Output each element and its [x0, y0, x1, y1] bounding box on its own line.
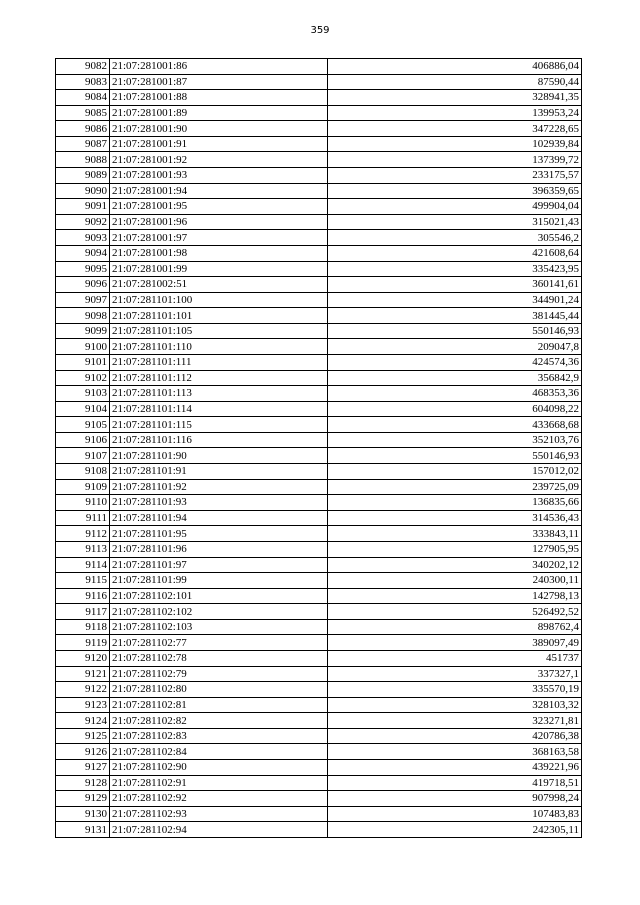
cadastral-number-cell: 21:07:281102:102 [110, 604, 328, 620]
row-number-cell: 9124 [56, 713, 110, 729]
table-row [56, 354, 582, 370]
table-row [56, 136, 582, 152]
cadastral-value-cell: 368163,58 [328, 744, 582, 760]
cadastral-value-cell: 137399,72 [328, 152, 582, 168]
cadastral-value-cell: 421608,64 [328, 245, 582, 261]
row-number-cell: 9088 [56, 152, 110, 168]
cadastral-value-cell: 439221,96 [328, 760, 582, 776]
table-row [56, 713, 582, 729]
table-row [56, 323, 582, 339]
table-row [56, 495, 582, 511]
row-number-cell: 9085 [56, 105, 110, 121]
table-row [56, 666, 582, 682]
cadastral-value-cell: 550146,93 [328, 448, 582, 464]
row-number-cell: 9123 [56, 697, 110, 713]
cadastral-value-cell: 424574,36 [328, 354, 582, 370]
table-row [56, 464, 582, 480]
table-row [56, 650, 582, 666]
row-number-cell: 9094 [56, 245, 110, 261]
table-row [56, 697, 582, 713]
cadastral-number-cell: 21:07:281001:92 [110, 152, 328, 168]
row-number-cell: 9107 [56, 448, 110, 464]
cadastral-number-cell: 21:07:281102:83 [110, 728, 328, 744]
row-number-cell: 9084 [56, 90, 110, 106]
table-row [56, 728, 582, 744]
row-number-cell: 9112 [56, 526, 110, 542]
cadastral-value-cell: 381445,44 [328, 308, 582, 324]
cadastral-number-cell: 21:07:281102:101 [110, 588, 328, 604]
table-row [56, 230, 582, 246]
row-number-cell: 9130 [56, 806, 110, 822]
cadastral-number-cell: 21:07:281001:99 [110, 261, 328, 277]
cadastral-value-cell: 209047,8 [328, 339, 582, 355]
table-row [56, 619, 582, 635]
cadastral-value-cell: 907998,24 [328, 791, 582, 807]
row-number-cell: 9113 [56, 541, 110, 557]
cadastral-value-cell: 305546,2 [328, 230, 582, 246]
cadastral-number-cell: 21:07:281001:91 [110, 136, 328, 152]
row-number-cell: 9090 [56, 183, 110, 199]
table-row [56, 791, 582, 807]
row-number-cell: 9111 [56, 510, 110, 526]
cadastral-value-cell: 107483,83 [328, 806, 582, 822]
cadastral-value-cell: 451737 [328, 650, 582, 666]
cadastral-value-table [55, 58, 582, 838]
row-number-cell: 9083 [56, 74, 110, 90]
cadastral-value-cell: 240300,11 [328, 573, 582, 589]
row-number-cell: 9114 [56, 557, 110, 573]
table-row [56, 261, 582, 277]
cadastral-value-cell: 604098,22 [328, 401, 582, 417]
cadastral-number-cell: 21:07:281001:87 [110, 74, 328, 90]
cadastral-number-cell: 21:07:281001:97 [110, 230, 328, 246]
cadastral-value-cell: 335570,19 [328, 682, 582, 698]
table-row [56, 432, 582, 448]
table-row [56, 339, 582, 355]
cadastral-number-cell: 21:07:281102:92 [110, 791, 328, 807]
table-row [56, 541, 582, 557]
table-row [56, 386, 582, 402]
row-number-cell: 9110 [56, 495, 110, 511]
cadastral-number-cell: 21:07:281102:77 [110, 635, 328, 651]
row-number-cell: 9101 [56, 354, 110, 370]
cadastral-value-cell: 419718,51 [328, 775, 582, 791]
cadastral-number-cell: 21:07:281101:100 [110, 292, 328, 308]
cadastral-value-cell: 136835,66 [328, 495, 582, 511]
cadastral-value-cell: 468353,36 [328, 386, 582, 402]
cadastral-number-cell: 21:07:281102:103 [110, 619, 328, 635]
cadastral-number-cell: 21:07:281101:97 [110, 557, 328, 573]
cadastral-number-cell: 21:07:281101:96 [110, 541, 328, 557]
row-number-cell: 9091 [56, 199, 110, 215]
row-number-cell: 9099 [56, 323, 110, 339]
row-number-cell: 9082 [56, 59, 110, 75]
cadastral-value-cell: 352103,76 [328, 432, 582, 448]
cadastral-value-cell: 550146,93 [328, 323, 582, 339]
table-row [56, 74, 582, 90]
cadastral-number-cell: 21:07:281101:115 [110, 417, 328, 433]
cadastral-number-cell: 21:07:281001:89 [110, 105, 328, 121]
cadastral-value-cell: 323271,81 [328, 713, 582, 729]
cadastral-number-cell: 21:07:281001:94 [110, 183, 328, 199]
row-number-cell: 9096 [56, 277, 110, 293]
row-number-cell: 9098 [56, 308, 110, 324]
table-row [56, 775, 582, 791]
cadastral-value-cell: 420786,38 [328, 728, 582, 744]
cadastral-number-cell: 21:07:281101:92 [110, 479, 328, 495]
row-number-cell: 9103 [56, 386, 110, 402]
row-number-cell: 9125 [56, 728, 110, 744]
cadastral-value-cell: 406886,04 [328, 59, 582, 75]
table-row [56, 121, 582, 137]
table-row [56, 744, 582, 760]
cadastral-value-cell: 344901,24 [328, 292, 582, 308]
table-row [56, 822, 582, 838]
table-row [56, 90, 582, 106]
cadastral-number-cell: 21:07:281102:82 [110, 713, 328, 729]
row-number-cell: 9102 [56, 370, 110, 386]
row-number-cell: 9117 [56, 604, 110, 620]
row-number-cell: 9086 [56, 121, 110, 137]
table-row [56, 292, 582, 308]
cadastral-value-cell: 433668,68 [328, 417, 582, 433]
cadastral-value-cell: 233175,57 [328, 168, 582, 184]
cadastral-number-cell: 21:07:281001:98 [110, 245, 328, 261]
cadastral-number-cell: 21:07:281101:91 [110, 464, 328, 480]
cadastral-number-cell: 21:07:281101:112 [110, 370, 328, 386]
table-row [56, 479, 582, 495]
cadastral-number-cell: 21:07:281001:88 [110, 90, 328, 106]
table-row [56, 417, 582, 433]
cadastral-number-cell: 21:07:281102:80 [110, 682, 328, 698]
cadastral-value-cell: 328941,35 [328, 90, 582, 106]
table-row [56, 635, 582, 651]
table-row [56, 370, 582, 386]
cadastral-number-cell: 21:07:281102:78 [110, 650, 328, 666]
cadastral-number-cell: 21:07:281101:95 [110, 526, 328, 542]
cadastral-number-cell: 21:07:281102:84 [110, 744, 328, 760]
page-number: 359 [310, 25, 330, 36]
table-row [56, 448, 582, 464]
table-row [56, 59, 582, 75]
row-number-cell: 9131 [56, 822, 110, 838]
cadastral-number-cell: 21:07:281101:110 [110, 339, 328, 355]
row-number-cell: 9093 [56, 230, 110, 246]
cadastral-value-cell: 127905,95 [328, 541, 582, 557]
cadastral-number-cell: 21:07:281002:51 [110, 277, 328, 293]
cadastral-number-cell: 21:07:281101:114 [110, 401, 328, 417]
cadastral-number-cell: 21:07:281101:101 [110, 308, 328, 324]
table-row [56, 277, 582, 293]
row-number-cell: 9126 [56, 744, 110, 760]
cadastral-value-cell: 335423,95 [328, 261, 582, 277]
table-row [56, 245, 582, 261]
table-row [56, 183, 582, 199]
cadastral-number-cell: 21:07:281001:93 [110, 168, 328, 184]
cadastral-value-cell: 328103,32 [328, 697, 582, 713]
row-number-cell: 9120 [56, 650, 110, 666]
row-number-cell: 9108 [56, 464, 110, 480]
cadastral-value-cell: 315021,43 [328, 214, 582, 230]
cadastral-value-cell: 333843,11 [328, 526, 582, 542]
table-row [56, 168, 582, 184]
table-row [56, 682, 582, 698]
cadastral-value-cell: 360141,61 [328, 277, 582, 293]
cadastral-number-cell: 21:07:281001:90 [110, 121, 328, 137]
cadastral-number-cell: 21:07:281101:93 [110, 495, 328, 511]
cadastral-number-cell: 21:07:281101:105 [110, 323, 328, 339]
table-row [56, 401, 582, 417]
cadastral-value-cell: 526492,52 [328, 604, 582, 620]
table-row [56, 526, 582, 542]
row-number-cell: 9109 [56, 479, 110, 495]
cadastral-value-cell: 499904,04 [328, 199, 582, 215]
cadastral-number-cell: 21:07:281101:111 [110, 354, 328, 370]
row-number-cell: 9105 [56, 417, 110, 433]
row-number-cell: 9089 [56, 168, 110, 184]
table-row [56, 588, 582, 604]
table-row [56, 308, 582, 324]
table-row [56, 557, 582, 573]
row-number-cell: 9128 [56, 775, 110, 791]
table-row [56, 573, 582, 589]
cadastral-number-cell: 21:07:281102:94 [110, 822, 328, 838]
cadastral-number-cell: 21:07:281102:93 [110, 806, 328, 822]
cadastral-number-cell: 21:07:281101:94 [110, 510, 328, 526]
cadastral-value-cell: 347228,65 [328, 121, 582, 137]
row-number-cell: 9118 [56, 619, 110, 635]
table-row [56, 105, 582, 121]
row-number-cell: 9087 [56, 136, 110, 152]
cadastral-value-cell: 157012,02 [328, 464, 582, 480]
cadastral-number-cell: 21:07:281101:99 [110, 573, 328, 589]
cadastral-value-cell: 314536,43 [328, 510, 582, 526]
row-number-cell: 9116 [56, 588, 110, 604]
cadastral-number-cell: 21:07:281001:96 [110, 214, 328, 230]
cadastral-value-cell: 898762,4 [328, 619, 582, 635]
cadastral-number-cell: 21:07:281102:79 [110, 666, 328, 682]
cadastral-value-cell: 242305,11 [328, 822, 582, 838]
row-number-cell: 9119 [56, 635, 110, 651]
table-row [56, 806, 582, 822]
table-row [56, 199, 582, 215]
row-number-cell: 9097 [56, 292, 110, 308]
row-number-cell: 9095 [56, 261, 110, 277]
cadastral-number-cell: 21:07:281101:90 [110, 448, 328, 464]
table-row [56, 214, 582, 230]
cadastral-number-cell: 21:07:281102:91 [110, 775, 328, 791]
cadastral-value-cell: 337327,1 [328, 666, 582, 682]
cadastral-value-cell: 239725,09 [328, 479, 582, 495]
cadastral-value-cell: 340202,12 [328, 557, 582, 573]
cadastral-value-cell: 142798,13 [328, 588, 582, 604]
table-row [56, 510, 582, 526]
cadastral-value-cell: 389097,49 [328, 635, 582, 651]
row-number-cell: 9104 [56, 401, 110, 417]
cadastral-value-cell: 139953,24 [328, 105, 582, 121]
table-row [56, 152, 582, 168]
cadastral-value-cell: 87590,44 [328, 74, 582, 90]
table-row [56, 604, 582, 620]
row-number-cell: 9129 [56, 791, 110, 807]
row-number-cell: 9115 [56, 573, 110, 589]
cadastral-number-cell: 21:07:281102:81 [110, 697, 328, 713]
table-body [56, 59, 582, 838]
cadastral-value-cell: 396359,65 [328, 183, 582, 199]
cadastral-number-cell: 21:07:281102:90 [110, 760, 328, 776]
row-number-cell: 9100 [56, 339, 110, 355]
row-number-cell: 9122 [56, 682, 110, 698]
table-row [56, 760, 582, 776]
row-number-cell: 9127 [56, 760, 110, 776]
cadastral-number-cell: 21:07:281001:95 [110, 199, 328, 215]
cadastral-value-cell: 356842,9 [328, 370, 582, 386]
cadastral-number-cell: 21:07:281001:86 [110, 59, 328, 75]
row-number-cell: 9092 [56, 214, 110, 230]
cadastral-value-cell: 102939,84 [328, 136, 582, 152]
row-number-cell: 9121 [56, 666, 110, 682]
row-number-cell: 9106 [56, 432, 110, 448]
cadastral-number-cell: 21:07:281101:113 [110, 386, 328, 402]
cadastral-number-cell: 21:07:281101:116 [110, 432, 328, 448]
